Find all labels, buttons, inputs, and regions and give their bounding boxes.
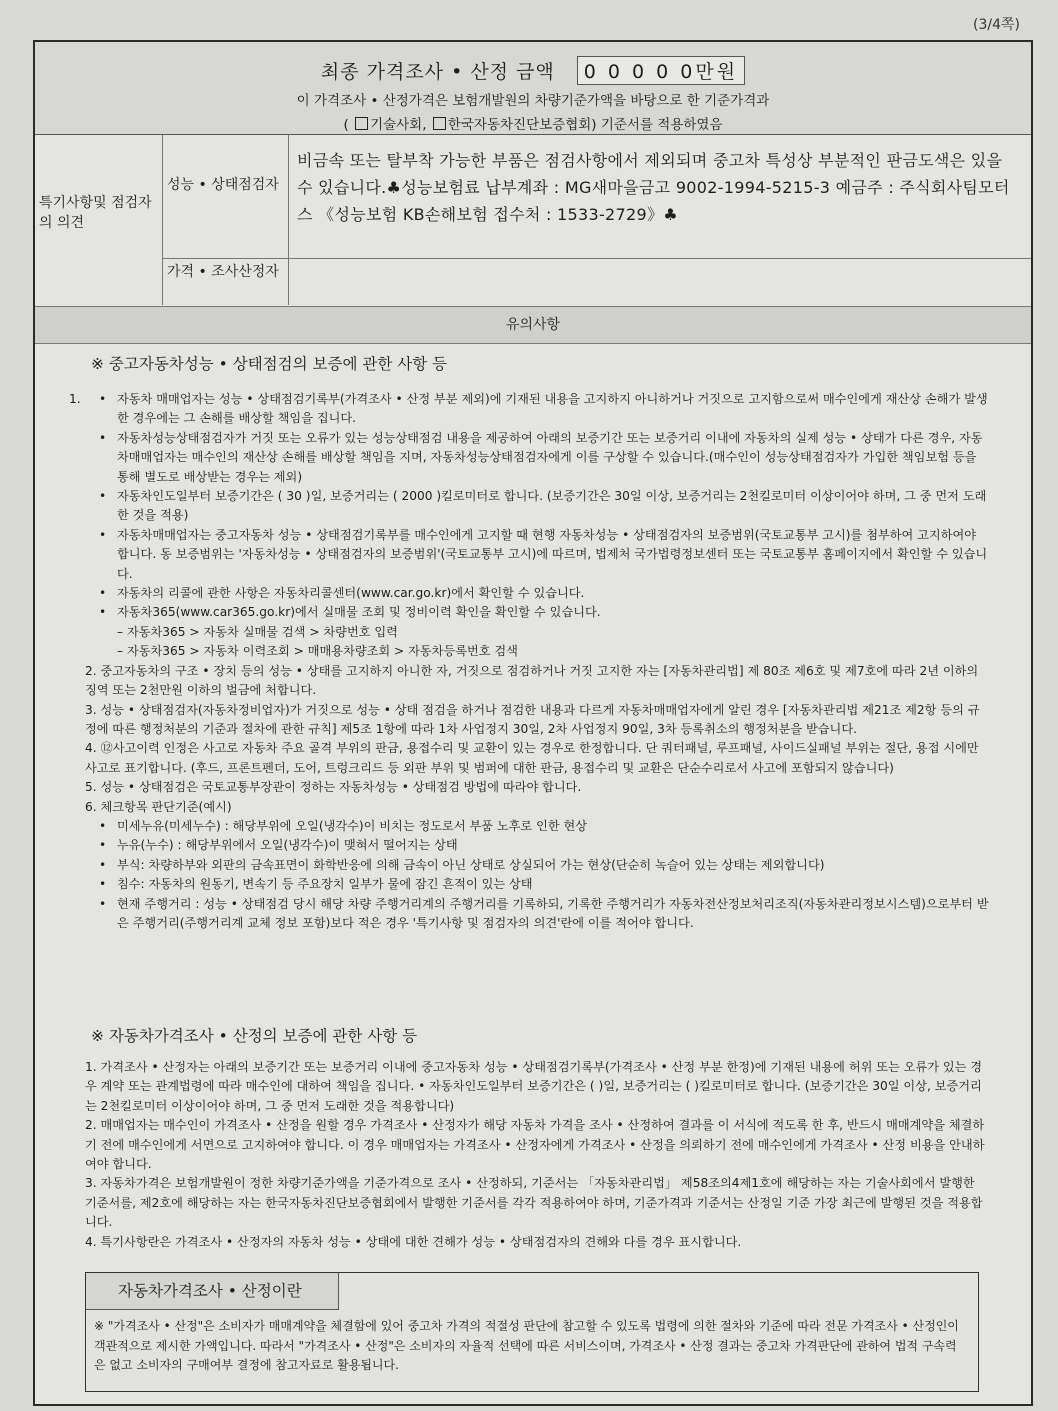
- list-item: 4. 특기사항란은 가격조사 • 산정자의 자동차 성능 • 상태에 대한 견해가 성능 • 상태점검자의 견해와 다를 경우 표시합니다.: [85, 1234, 742, 1249]
- section2-body: [69, 1058, 989, 1252]
- special-notes-section: [35, 135, 1031, 305]
- list-item: 1. 가격조사 • 산정자는 아래의 보증기간 또는 보증거리 이내에 중고자동차 성능 • 상태점검기록부(가격조사 • 산정 부분 한정)에 기재된 내용에 허위 또는 오류가 있는 경우 계약 또는 관계법령에 따라 매수인에 대하여 책임을 집니다. • 자동차인도일부터 보증기간은 ( )일, 보증거리는 ( )킬로미터로 합니다. (보증기간은 30일 이상, 보증거리는 2천킬로미터 이상이어야 하며, 그 중 먼저 도래한 것을 적용합니다): [85, 1060, 983, 1113]
- inspector-opinion-text: 비금속 또는 탈부착 가능한 부품은 점검사항에서 제외되며 중고차 특성상 부분적인 판금도색은 있을 수 있습니다.♣성능보험료 납부계좌 : MG새마을금고 9002-1994-5215-3 예금주 : 주식회사팀모터스 《성능보험 KB손해보험 접수처 : 1533-2729》♣: [297, 151, 1010, 224]
- page-number: (3/4쪽): [973, 17, 1020, 33]
- price-note-line1: 이 가격조사 • 산정가격은 보험개발원의 차량기준가액을 바탕으로 한 기준가격과: [296, 93, 770, 109]
- price-title: 최종 가격조사 • 산정 금액: [320, 61, 555, 83]
- definition-box: [85, 1272, 979, 1392]
- section1-body: [69, 390, 989, 933]
- form-frame: [33, 40, 1033, 1406]
- checkbox-technical-society[interactable]: [355, 117, 368, 130]
- price-header: [35, 42, 1031, 135]
- price-amount-box: [577, 56, 745, 85]
- definition-text: ※ "가격조사 • 산정"은 소비자가 매매계약을 체결함에 있어 중고차 가격의 적절성 판단에 참고할 수 있도록 법령에 의한 절차와 기준에 따라 전문 가격조사 • 산정인이 객관적으로 제시한 가액입니다. 따라서 "가격조사 • 산정"은 소비자의 자율적 선택에 따른 서비스이며, 가격조사 • 산정 결과는 중고차 가격판단에 관하여 법적 구속력은 없고 소비자의 구매여부 결정에 참고자료로 활용됩니다.: [94, 1319, 959, 1372]
- list-item: 2. 중고자동차의 구조 • 장치 등의 성능 • 상태를 고지하지 아니한 자, 거짓으로 점검하거나 거짓 고지한 자는 [자동차관리법] 제 80조 제6호 및 제7호에 따라 2년 이하의 징역 또는 2천만원 이하의 벌금에 처합니다.: [85, 663, 979, 698]
- list-subitem: – 자동차365 > 자동차 이력조회 > 매매용차량조회 > 자동차등록번호 검색: [117, 644, 518, 659]
- list-item: 3. 자동차가격은 보험개발원이 정한 차량기준가액을 기준가격으로 조사 • 산정하되, 기준서는 「자동차관리법」 제58조의4제1호에 해당하는 자는 기술사회에서 발행한 기준서를, 제2호에 해당하는 자는 한국자동차진단보증협회에서 발행한 기준서를 각각 적용하여야 하며, 기준가격과 기준서는 산정일 기준 가장 최근에 발행된 것을 적용합니다.: [85, 1176, 983, 1230]
- list-item: • 자동차365(www.car365.go.kr)에서 실매물 조회 및 정비이력 확인을 확인할 수 있습니다.: [69, 603, 989, 622]
- price-unit: 만원: [695, 61, 739, 83]
- list-item: 5. 성능 • 상태점검은 국토교통부장관이 정하는 자동차성능 • 상태점검 방법에 따라야 합니다.: [85, 780, 582, 795]
- price-title-row: [35, 56, 1031, 85]
- list-item: • 미세누유(미세누수) : 해당부위에 오일(냉각수)이 비치는 정도로서 부품 노후로 인한 현상: [69, 817, 989, 836]
- list-item: • 부식: 차량하부와 외판의 금속표면이 화학반응에 의해 금속이 아닌 상태로 상실되어 가는 현상(단순히 녹슬어 있는 상태는 제외합니다): [69, 856, 989, 875]
- list-item: • 누유(누수) : 해당부위에서 오일(냉각수)이 맺혀서 떨어지는 상태: [69, 836, 989, 855]
- list-item: • 자동차인도일부터 보증기간은 ( 30 )일, 보증거리는 ( 2000 )킬로미터로 합니다. (보증기간은 30일 이상, 보증거리는 2천킬로미터 이상이어야 하며, 그 중 먼저 도래한 것을 적용): [69, 487, 989, 526]
- inspector-label: 성능 • 상태점검자: [167, 177, 279, 193]
- list-item: • 자동차의 리콜에 관한 사항은 자동차리콜센터(www.car.go.kr)에서 확인할 수 있습니다.: [69, 584, 989, 603]
- notice-header: 유의사항: [35, 306, 1031, 344]
- list-subitem: – 자동차365 > 자동차 실매물 검색 > 차량번호 입력: [117, 624, 398, 639]
- list-item: 3. 성능 • 상태점검자(자동차정비업자)가 거짓으로 성능 • 상태 점검을 하거나 점검한 내용과 다르게 자동차매매업자에게 알린 경우 [자동차관리법 제21조 제2항 등의 규정에 따른 행정처분의 기준과 절차에 관한 규칙] 제5조 1항에 따라 1차 사업정지 30일, 2차 사업정지 90일, 3차 등록취소의 행정처분을 받습니다.: [85, 702, 980, 736]
- section2-title: ※ 자동차가격조사 • 산정의 보증에 관한 사항 등: [91, 1027, 418, 1045]
- list-item: • 현재 주행거리 : 성능 • 상태점검 당시 해당 차량 주행거리계의 주행거리를 기록하되, 기록한 주행거리가 자동차전산정보처리조직(자동차관리정보시스템)으로부터 받은 주행거리(주행거리계 교체 정보 포함)보다 적은 경우 '특기사항 및 점검자의 의견'란에 이를 적어야 합니다.: [69, 895, 989, 934]
- list-item: • 침수: 자동차의 원동기, 변속기 등 주요장치 일부가 물에 잠긴 흔적이 있는 상태: [69, 875, 989, 894]
- list-item: 6. 체크항목 판단기준(예시): [85, 799, 232, 814]
- list-item: • 자동차 매매업자는 성능 • 상태점검기록부(가격조사 • 산정 부분 제외)에 기재된 내용을 고지하지 아니하거나 거짓으로 고지함으로써 매수인에게 재산상 손해가 발생한 경우에는 그 손해를 배상할 책임을 집니다.: [69, 390, 989, 429]
- price-appraiser-label: 가격 • 조사산정자: [167, 264, 279, 280]
- section1-title: ※ 중고자동차성능 • 상태점검의 보증에 관한 사항 등: [91, 355, 448, 373]
- price-note-line2: ( 기술사회, 한국자동차진단보증협회) 기준서를 적용하였음: [343, 117, 723, 133]
- list-item: • 자동차성능상태점검자가 거짓 또는 오류가 있는 성능상태점검 내용을 제공하여 아래의 보증기간 또는 보증거리 이내에 자동차의 실제 성능 • 상태가 다른 경우, 자동차매매업자는 매수인의 재산상 손해를 배상할 책임을 지며, 자동차성능상태점검자에게 이를 구상할 수 있습니다.(매수인이 성능상태점검자가 가입한 책임보험 등을 통해 별도로 배상받는 경우는 제외): [69, 429, 989, 487]
- list-item: • 자동차매매업자는 중고자동차 성능 • 상태점검기록부를 매수인에게 고지할 때 현행 자동차성능 • 상태점검자의 보증범위(국토교통부 고시)를 첨부하여 고지하여야 합니다. 동 보증범위는 '자동차성능 • 상태점검자의 보증범위'(국토교통부 고시)에 따르며, 법제처 국가법령정보센터 또는 국토교통부 홈페이지에서 확인할 수 있습니다.: [69, 526, 989, 584]
- list-item: 4. ⑫사고이력 인정은 사고로 자동차 주요 골격 부위의 판금, 용접수리 및 교환이 있는 경우로 한정합니다. 단 쿼터패널, 루프패널, 사이드실패널 부위는 절단, 용접 시에만 사고로 표기합니다. (후드, 프론트펜더, 도어, 트렁크리드 등 외판 부위 및 범퍼에 대한 판금, 용접수리 및 교환은 단순수리로서 사고에 포함되지 않습니다): [85, 741, 979, 775]
- list-item: 2. 매매업자는 매수인이 가격조사 • 산정을 원할 경우 가격조사 • 산정자가 해당 자동차 가격을 조사 • 산정하여 결과를 이 서식에 적도록 한 후, 반드시 매매계약을 체결하기 전에 매수인에게 서면으로 고지하여야 합니다. 이 경우 매매업자는 가격조사 • 산정자에게 가격조사 • 산정을 의뢰하기 전에 매수인에게 가격조사 • 산정 비용을 안내하여야 합니다.: [85, 1118, 985, 1172]
- definition-title: 자동차가격조사 • 산정이란: [86, 1273, 339, 1310]
- item1-number: 1.: [69, 392, 81, 406]
- price-amount: 0 0 0 0 0: [583, 61, 696, 83]
- special-notes-label: 특기사항및 점검자의 의견: [39, 195, 152, 231]
- checkbox-kadi[interactable]: [433, 117, 446, 130]
